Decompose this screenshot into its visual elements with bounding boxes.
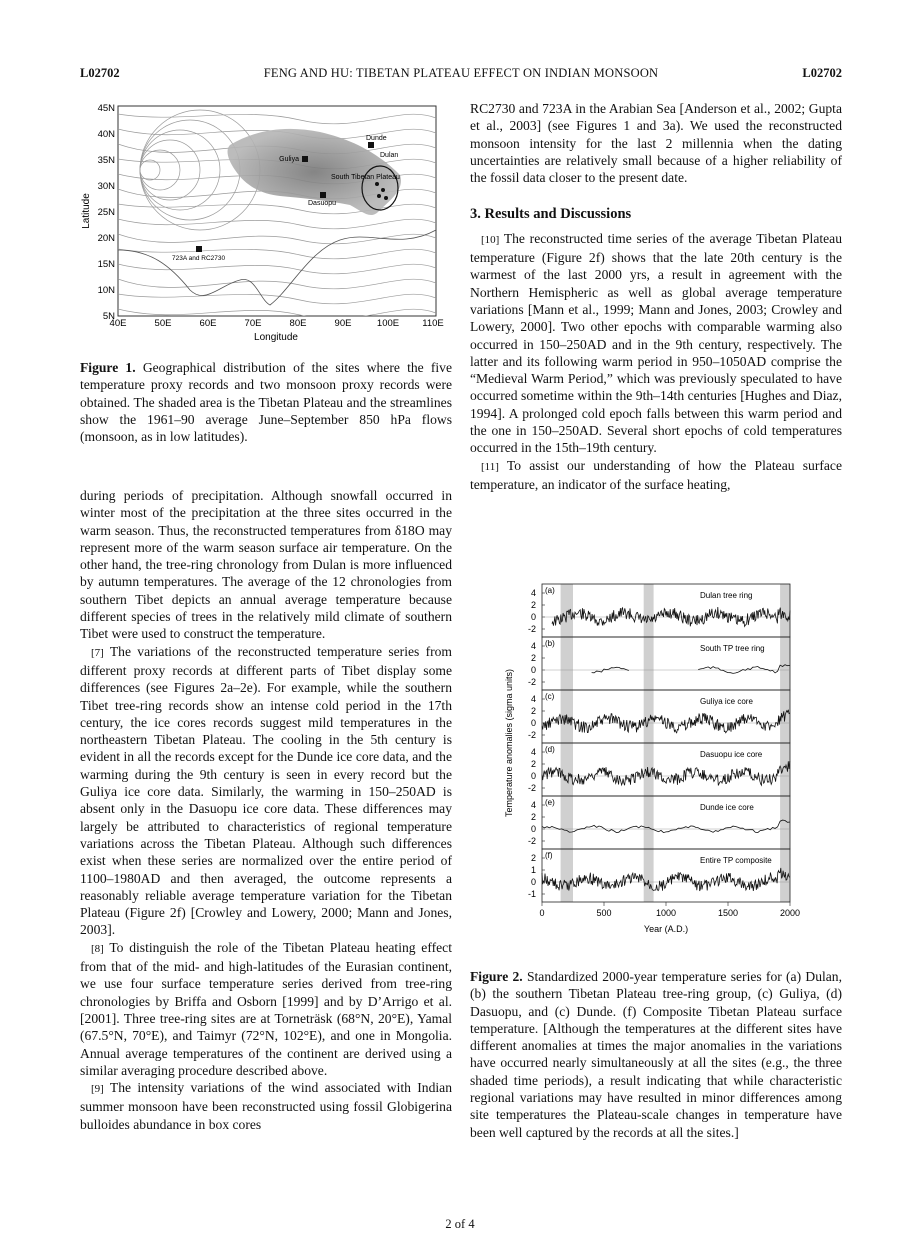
para-num-11: [11] bbox=[481, 460, 499, 473]
panel-series-line bbox=[542, 710, 790, 733]
map-ytick-label: 40N bbox=[97, 129, 115, 140]
panel-ytick-label: 4 bbox=[530, 641, 536, 651]
panel-ytick-label: 0 bbox=[530, 665, 536, 675]
fig2-xtick-label: 500 bbox=[596, 908, 612, 918]
header-right-id: L02702 bbox=[802, 66, 842, 80]
panel-title: Guliya ice core bbox=[700, 697, 753, 706]
panel-ytick-label: 4 bbox=[530, 747, 536, 757]
map-ytick-label: 45N bbox=[97, 103, 115, 114]
map-xtick-label: 50E bbox=[154, 318, 172, 329]
paragraph-10: The reconstructed time series of the average Tibetan Plateau temperature (Figure 2f) shows that the late 20th century is the warmest of the last 2000 yrs, a result in agreement with the Northern Hemispheric as well as global average temperature variations [Mann et al., 1999; Mann and Jones, 2003; Crowley and Lowery, 2000]. Two other epochs with comparable warming also occurred in 150–250AD and in the 9th century, respectively. The latter and its following warm period in 950–1050AD comprise the “Medieval Warm Period,” which was previously speculated to have occurred sometime within the 9th–14th centuries [Hughes and Diaz, 1994]. A prolonged cold epoch falls between this warm period and the one in 150–250AD. Several short epochs of cold temperatures occurred in the 15th–19th century. bbox=[470, 230, 842, 456]
panel-title: Dunde ice core bbox=[700, 803, 754, 812]
fig2-xtick-label: 2000 bbox=[779, 908, 801, 918]
panel-ytick-label: -2 bbox=[527, 836, 536, 846]
fig2-ylabel: Temperature anomalies (sigma units) bbox=[504, 668, 514, 818]
panel-ytick-label: -2 bbox=[527, 677, 536, 687]
map-xtick-label: 90E bbox=[334, 318, 352, 329]
panel-ytick-label: 0 bbox=[530, 877, 536, 887]
panel-ytick-label: 2 bbox=[530, 653, 536, 663]
section-heading: 3. Results and Discussions bbox=[470, 206, 632, 223]
map-ytick-label: 20N bbox=[97, 233, 115, 244]
para-num-9: [9] bbox=[91, 1083, 104, 1096]
map-xtick-label: 80E bbox=[289, 318, 307, 329]
panel-tag: (f) bbox=[545, 851, 553, 860]
figure1-caption bbox=[80, 359, 452, 445]
panel-title: South TP tree ring bbox=[700, 644, 765, 653]
page-number: 2 of 4 bbox=[445, 1217, 475, 1231]
panel-tag: (d) bbox=[545, 745, 555, 754]
panel-ytick-label: 0 bbox=[530, 824, 536, 834]
right-column bbox=[470, 100, 842, 493]
figure1-caption-text: Geographical distribution of the sites where the five temperature proxy records and two monsoon proxy records were obtained. The shaded area is the Tibetan Plateau and the streamlines show the 1961–90 average June–September 850 hPa flows (monsoon, as in low latitudes). bbox=[80, 360, 453, 445]
figure1-map bbox=[80, 100, 450, 350]
figure2-label: Figure 2. bbox=[470, 969, 523, 984]
map-ylabel: Latitude bbox=[81, 193, 92, 229]
para-num-7: [7] bbox=[91, 646, 104, 659]
map-label-south-tp: South Tibetan Plateau bbox=[331, 174, 400, 181]
panel-ytick-label: -2 bbox=[527, 730, 536, 740]
panel-tag: (b) bbox=[545, 639, 555, 648]
map-xtick-label: 100E bbox=[376, 318, 400, 329]
panel-title: Dulan tree ring bbox=[700, 591, 753, 600]
left-column bbox=[80, 487, 452, 1133]
map-ytick-label: 25N bbox=[97, 207, 115, 218]
panel-ytick-label: -2 bbox=[527, 783, 536, 793]
paragraph-6-cont: during periods of precipitation. Although snowfall occurred in winter most of the precipitation at the three sites occurred in the warm season. Thus, the reconstructed temperatures from δ18O may represent more of the warm season surface air temperature. On the other hand, the tree-ring chronology from Dulan is more influenced by autumn temperatures. The average of the 12 chronologies from southern Tibet depicts an annual average temperature because different species of trees in the relatively mild climate of southern Tibet were used to construct the temperature. bbox=[80, 488, 452, 642]
panel-title: Entire TP composite bbox=[700, 856, 772, 865]
map-label-guliya: Guliya bbox=[279, 156, 299, 163]
header-title: FENG AND HU: TIBETAN PLATEAU EFFECT ON INDIAN MONSOON bbox=[263, 66, 659, 80]
paragraph-9: The intensity variations of the wind associated with Indian summer monsoon have been reconstructed using fossil Globigerina bulloides abundance in box cores bbox=[80, 1080, 453, 1132]
map-xtick-label: 40E bbox=[109, 318, 127, 329]
panel-series-line bbox=[542, 868, 790, 891]
panel-ytick-label: 4 bbox=[530, 588, 536, 598]
panel-ytick-label: 4 bbox=[530, 694, 536, 704]
panel-series-line bbox=[552, 607, 790, 626]
fig2-xlabel: Year (A.D.) bbox=[643, 924, 689, 934]
map-ytick-label: 30N bbox=[97, 181, 115, 192]
figure2-caption bbox=[470, 968, 842, 1141]
paragraph-8: To distinguish the role of the Tibetan Plateau heating effect from that of the mid- and high-latitudes of the Eurasian continent, we use four surface temperature series derived from tree-ring chronologies by Briffa and Osborn [1999] and by D’Arrigo et al. [2001]. Three tree-ring sites are at Torneträsk (68°N, 20°E), Yamal (67.5°N, 70°E), and Taimyr (72°N, 102°E), and one in Mongolia. Annual average temperatures of the continent are derived using a similar averaging procedure described above. bbox=[80, 939, 452, 1078]
figure2-chart bbox=[500, 578, 810, 953]
panel-ytick-label: 0 bbox=[530, 718, 536, 728]
map-ytick-label: 15N bbox=[97, 259, 115, 270]
fig2-xtick-label: 0 bbox=[539, 908, 545, 918]
paragraph-7: The variations of the reconstructed temperature series from different proxy records at different parts of Tibet display some differences (see Figures 2a–2e). For example, while the southern Tibet tree-ring records show an intense cold period in the 17th century, the ice cores records suggest mild temperatures in the northeastern Tibetan Plateau. The cooling in the 5th century is evident in all the records except for the Dunde ice core data, and the warming during the 9th century is seen in every record but the Guliya ice core data. Similarly, the warming in 150–250AD is absent only in the Dasuopu ice core data. These differences may largely be attributed to characteristics of regional temperature variations across the Tibetan Plateau. Although such differences exist when these series are normalized over the entire period of 1100–1980AD and then averaged, the outcome represents a reasonably reliable average temperature variation for the Tibetan Plateau (Figure 2f) [Crowley and Lowery, 2000; Mann and Jones, 2003]. bbox=[80, 643, 453, 938]
fig2-xtick-label: 1500 bbox=[717, 908, 739, 918]
map-label-dulan: Dulan bbox=[380, 152, 399, 159]
panel-tag: (c) bbox=[545, 692, 555, 701]
header-left-id: L02702 bbox=[80, 66, 120, 80]
map-label-arabian: 723A and RC2730 bbox=[172, 255, 226, 262]
paragraph-11: To assist our understanding of how the Plateau surface temperature, an indicator of the surface heating, bbox=[470, 457, 843, 492]
panel-ytick-label: 2 bbox=[530, 706, 536, 716]
panel-tag: (e) bbox=[545, 798, 555, 807]
map-label-dasuopu: Dasuopu bbox=[308, 200, 337, 207]
panel-ytick-label: 2 bbox=[530, 853, 536, 863]
map-xtick-label: 110E bbox=[422, 318, 444, 329]
panel-ytick-label: -2 bbox=[527, 624, 536, 634]
para-num-10: [10] bbox=[481, 233, 500, 246]
figure2-caption-text: Standardized 2000-year temperature series for (a) Dulan, (b) the southern Tibetan Plateau tree-ring group, (c) Guliya, (d) Dasuopu, and (c) Dunde. (f) Composite Tibetan Plateau surface temperature. [Although the temperatures at the different sites have different anomalies at times the major anomalies in the variations have occurred nearly simultaneously at all the sites (e.g., the three shaded time periods), a result indicating that while characteristic regional variations may have resulted in minor differences among site temperatures the Plateau-scale changes in temperature have been well captured by the records at all the sites.] bbox=[470, 969, 842, 1140]
fig2-xtick-label: 1000 bbox=[655, 908, 677, 918]
panel-ytick-label: 2 bbox=[530, 600, 536, 610]
map-ytick-label: 35N bbox=[97, 155, 115, 166]
panel-ytick-label: 0 bbox=[530, 612, 536, 622]
map-ytick-label: 10N bbox=[97, 285, 115, 296]
panel-ytick-label: 2 bbox=[530, 759, 536, 769]
map-ytick-label: 5N bbox=[102, 311, 115, 322]
panel-series-line bbox=[542, 820, 790, 833]
panel-ytick-label: 4 bbox=[530, 800, 536, 810]
panel-series-line bbox=[542, 761, 790, 786]
panel-ytick-label: 0 bbox=[530, 771, 536, 781]
map-xlabel: Longitude bbox=[254, 332, 298, 343]
panel-ytick-label: -1 bbox=[527, 889, 536, 899]
map-label-dunde: Dunde bbox=[366, 135, 387, 142]
panel-tag: (a) bbox=[545, 586, 555, 595]
figure1-label: Figure 1. bbox=[80, 360, 136, 375]
panel-series-line bbox=[592, 665, 790, 674]
panel-ytick-label: 2 bbox=[530, 812, 536, 822]
para-num-8: [8] bbox=[91, 942, 104, 955]
paragraph-9-cont: RC2730 and 723A in the Arabian Sea [Anderson et al., 2002; Gupta et al., 2003] (see Figures 1 and 3a). We used the reconstructed monsoon intensity for the last 2 millennia when the dating uncertainties are relatively small because of a higher reliability of the fossil data closer to the present date. bbox=[470, 101, 842, 186]
map-xtick-label: 70E bbox=[244, 318, 262, 329]
panel-ytick-label: 1 bbox=[530, 865, 536, 875]
map-xtick-label: 60E bbox=[199, 318, 217, 329]
panel-title: Dasuopu ice core bbox=[700, 750, 763, 759]
